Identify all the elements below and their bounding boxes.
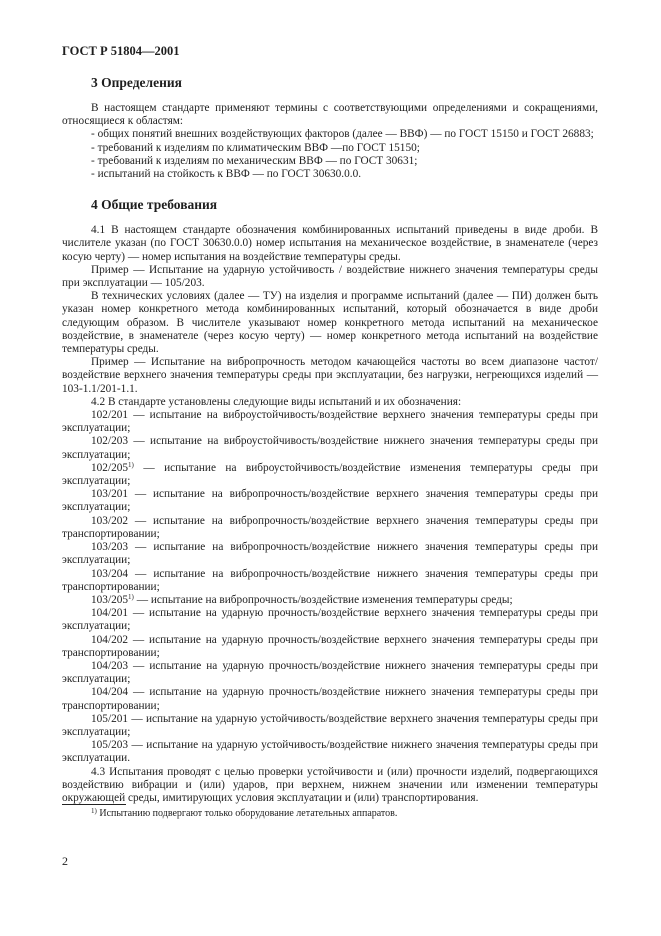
test-code: 104/201: [91, 607, 129, 620]
test-code: 105/201: [91, 712, 129, 725]
test-list: [62, 409, 598, 765]
test-code: 104/204: [91, 686, 129, 699]
test-description: — испытание на вибропрочность/воздействие изменения температуры среды;: [133, 593, 513, 606]
test-item: [62, 462, 598, 488]
test-item: [62, 488, 598, 514]
test-item: [62, 634, 598, 660]
test-item: [62, 435, 598, 461]
test-description: — испытание на виброустойчивость/воздействие верхнего значения температуры среды при эксплуатации;: [62, 409, 598, 435]
paragraph-4-2: 4.2 В стандарте установлены следующие виды испытаний и их обозначения:: [91, 395, 462, 408]
document-code-header: ГОСТ Р 51804—2001: [62, 44, 180, 58]
test-description: — испытание на ударную прочность/воздействие нижнего значения температуры среды при транспортировании;: [62, 686, 598, 712]
test-description: — испытание на ударную прочность/воздействие верхнего значения температуры среды при эксплуатации;: [62, 607, 598, 633]
test-code: 103/201: [91, 488, 129, 501]
section-3-intro: В настоящем стандарте применяют термины с соответствующими определениями и сокращениями, относящиеся к областям:: [62, 102, 598, 128]
test-description: — испытание на виброустойчивость/воздействие нижнего значения температуры среды при эксплуатации;: [62, 435, 598, 461]
page-number: 2: [62, 854, 68, 868]
page-body: [62, 60, 598, 805]
test-code: 103/203: [91, 541, 129, 554]
test-item: [62, 568, 598, 594]
definitions-item: - требований к изделиям по климатическим ВВФ —по ГОСТ 15150;: [91, 141, 420, 154]
paragraph-4-3: 4.3 Испытания проводят с целью проверки устойчивости и (или) прочности изделий, подвергающихся воздействию вибрации и (или) ударов, при верхнем, нижнем значении или изменении температуры окружающей среды, имитирующих условия эксплуатации и (или) транспортирования.: [62, 765, 598, 804]
test-item: [62, 515, 598, 541]
test-code: 105/203: [91, 739, 129, 752]
test-description: — испытание на ударную прочность/воздействие верхнего значения температуры среды при транспортировании;: [62, 633, 598, 659]
test-description: — испытание на вибропрочность/воздействие верхнего значения температуры среды при эксплуатации;: [62, 488, 598, 514]
section-3-title: 3 Определения: [91, 75, 182, 90]
footnote-mark: 1): [91, 807, 97, 815]
definitions-item: - общих понятий внешних воздействующих факторов (далее — ВВФ) — по ГОСТ 15150 и ГОСТ 26883;: [91, 128, 594, 141]
test-item: [62, 686, 598, 712]
test-code: 103/204: [91, 567, 129, 580]
definitions-item: - испытаний на стойкость к ВВФ — по ГОСТ 30630.0.0.: [91, 168, 362, 181]
test-description: — испытание на виброустойчивость/воздействие изменения температуры среды при эксплуатации;: [62, 461, 598, 488]
test-item: [62, 739, 598, 765]
test-code: 103/202: [91, 514, 129, 527]
paragraph-tu: В технических условиях (далее — ТУ) на изделия и программе испытаний (далее — ПИ) должен быть указан номер конкретного метода комбинированных испытаний, который обозначается в виде дроби следующим образом. В числителе указывают номер конкретного метода испытаний на механическое воздействие, в знаменателе (через косую черту) — номер конкретного метода испытаний на воздействие температуры среды.: [62, 290, 598, 356]
test-item: [62, 594, 598, 607]
example-1: Пример — Испытание на ударную устойчивость / воздействие нижнего значения температуры среды при эксплуатации — 105/203.: [62, 263, 598, 290]
footnote: [91, 808, 397, 819]
footnote-ref: 1): [128, 460, 134, 469]
test-description: — испытание на вибропрочность/воздействие нижнего значения температуры среды при эксплуатации;: [62, 541, 598, 567]
footnote-text: Испытанию подвергают только оборудование летательных аппаратов.: [96, 808, 398, 819]
footnote-divider: [62, 804, 126, 805]
example-2: Пример — Испытание на вибропрочность методом качающейся частоты во всем диапазоне частот/воздействие верхнего значения температуры среды при эксплуатации, без нагрузки, негреющихся изделий — 103-1.1/201-1.1.: [62, 356, 598, 395]
test-item: [62, 541, 598, 567]
test-code: 102/203: [91, 435, 129, 448]
test-item: [62, 713, 598, 739]
test-code: 104/203: [91, 659, 129, 672]
test-description: — испытание на вибропрочность/воздействие нижнего значения температуры среды при транспортировании;: [62, 567, 598, 593]
test-code: 102/205: [91, 461, 129, 474]
paragraph-4-1: 4.1 В настоящем стандарте обозначения комбинированных испытаний приведены в виде дроби. В числителе указан (по ГОСТ 30630.0.0) номер испытания на механическое воздействие, в знаменателе (через косую черту) — номер испытания на воздействие температуры среды.: [62, 224, 598, 263]
test-description: — испытание на ударную прочность/воздействие нижнего значения температуры среды при эксплуатации;: [62, 659, 598, 686]
test-item: [62, 607, 598, 633]
section-4-title: 4 Общие требования: [91, 197, 218, 213]
definitions-item: - требований к изделиям по механическим ВВФ — по ГОСТ 30631;: [91, 154, 418, 167]
test-code: 104/202: [91, 633, 129, 646]
test-description: — испытание на ударную устойчивость/воздействие верхнего значения температуры среды при эксплуатации;: [62, 712, 598, 738]
test-item: [62, 409, 598, 435]
test-item: [62, 660, 598, 686]
test-code: 102/201: [91, 409, 129, 422]
test-code: 103/205: [91, 593, 129, 606]
test-description: — испытание на ударную устойчивость/воздействие нижнего значения температуры среды при эксплуатации.: [62, 739, 598, 765]
test-description: — испытание на вибропрочность/воздействие верхнего значения температуры среды при транспортировании;: [62, 514, 598, 540]
footnote-ref: 1): [128, 592, 134, 601]
